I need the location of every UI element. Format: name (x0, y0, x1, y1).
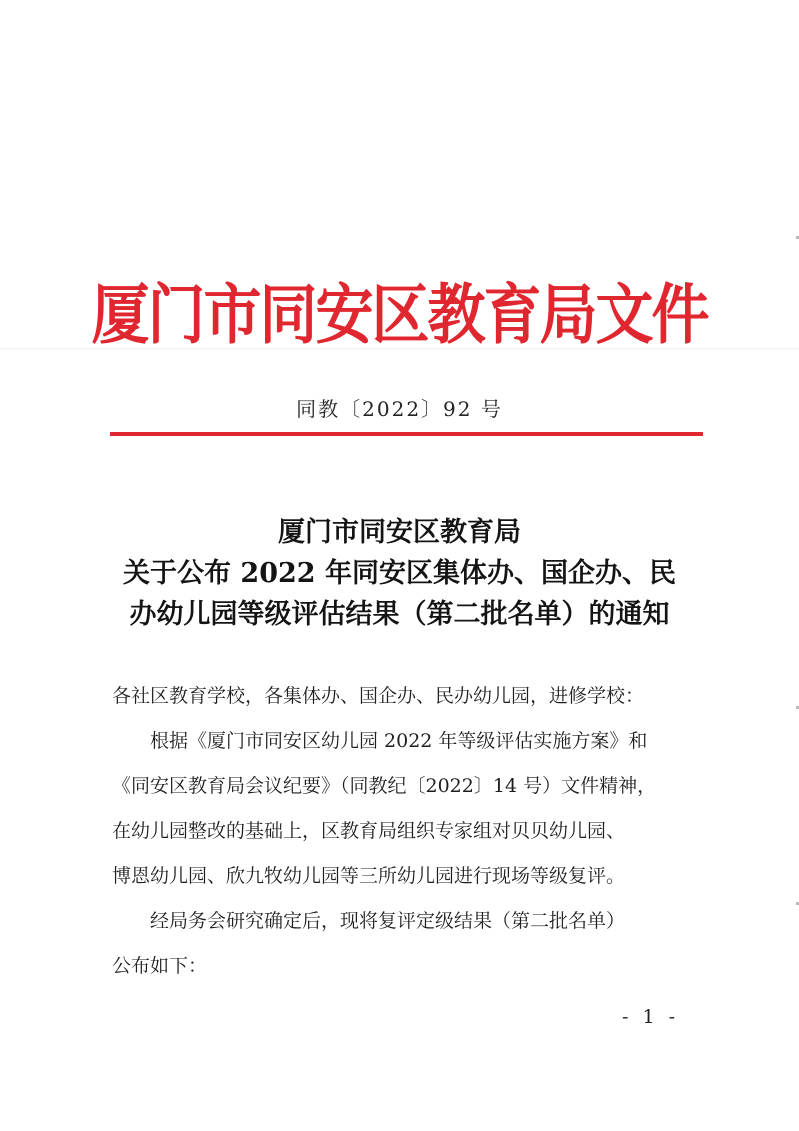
body-line: 在幼儿园整改的基础上，区教育局组织专家组对贝贝幼儿园、 (112, 820, 626, 842)
notice-title (0, 512, 799, 635)
red-divider-rule (110, 432, 703, 436)
notice-body (112, 674, 712, 989)
notice-title-line: 办幼儿园等级评估结果（第二批名单）的通知 (129, 599, 670, 630)
issuing-authority-header: 厦门市同安区教育局文件 (91, 276, 708, 353)
salutation: 各社区教育学校，各集体办、国企办、民办幼儿园，进修学校： (112, 685, 645, 707)
document-number: 同教〔2022〕92 号 (296, 397, 503, 421)
body-line: 公布如下： (112, 955, 208, 977)
body-line: 博恩幼儿园、欣九牧幼儿园等三所幼儿园进行现场等级复评。 (112, 865, 626, 887)
notice-title-line: 厦门市同安区教育局 (278, 517, 521, 548)
notice-title-line: 关于公布 2022 年同安区集体办、国企办、民 (123, 558, 676, 589)
body-line: 《同安区教育局会议纪要》（同教纪〔2022〕14 号）文件精神， (112, 775, 657, 797)
page-number: - 1 - (622, 1006, 680, 1028)
body-line: 经局务会研究确定后，现将复评定级结果（第二批名单） (150, 910, 626, 932)
body-line: 根据《厦门市同安区幼儿园 2022 年等级评估实施方案》和 (150, 730, 648, 752)
